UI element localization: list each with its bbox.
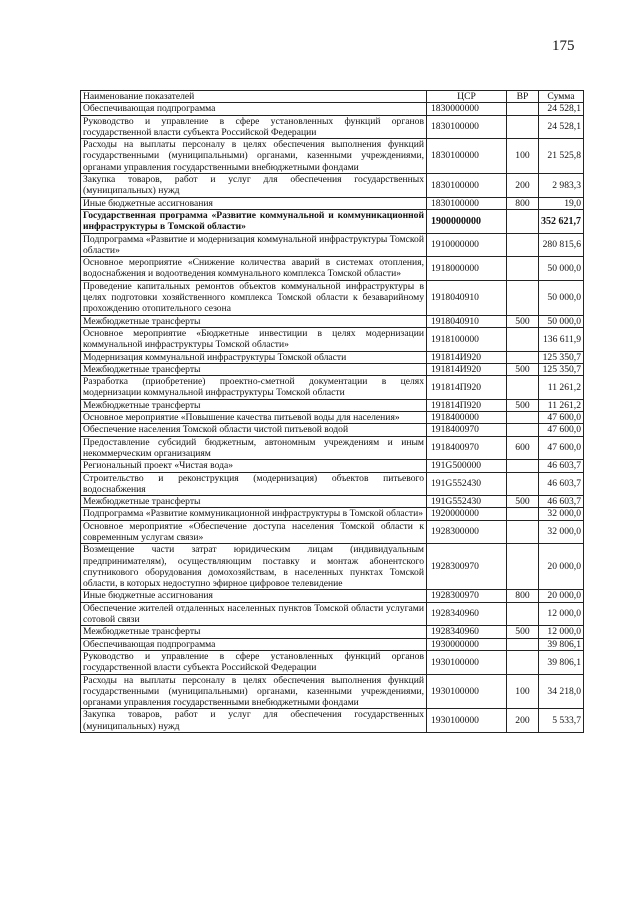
row-name-cell: Обеспечивающая подпрограмма [81, 103, 427, 115]
budget-table-body [81, 91, 584, 733]
table-row [81, 674, 584, 709]
row-vr-cell [507, 638, 539, 650]
row-name-cell: Руководство и управление в сфере установленных функций органов государственной власти субъекта Российской Федерации [81, 650, 427, 674]
header-code: ЦСР [427, 91, 507, 103]
row-name-cell: Строительство и реконструкция (модернизация) объектов питьевого водоснабжения [81, 472, 427, 496]
row-code-cell: 1918000000 [427, 257, 507, 281]
row-sum-cell: 12 000,0 [539, 602, 584, 626]
table-row [81, 544, 584, 590]
row-name-cell: Межбюджетные трансферты [81, 626, 427, 638]
row-vr-cell [507, 280, 539, 315]
row-vr-cell [507, 424, 539, 436]
row-code-cell: 1930100000 [427, 674, 507, 709]
row-name-cell: Иные бюджетные ассигнования [81, 197, 427, 209]
row-sum-cell: 280 815,6 [539, 233, 584, 257]
row-code-cell: 1928340960 [427, 626, 507, 638]
row-vr-cell [507, 233, 539, 257]
row-code-cell: 1928300000 [427, 520, 507, 544]
row-vr-cell [507, 327, 539, 351]
row-code-cell: 1830100000 [427, 197, 507, 209]
row-name-cell: Проведение капитальных ремонтов объектов коммунальной инфраструктуры в целях подготовки хозяйственного комплекса Томской области к безаварийному прохождению отопительного сезона [81, 280, 427, 315]
row-name-cell: Закупка товаров, работ и услуг для обеспечения государственных (муниципальных) нужд [81, 709, 427, 733]
table-row [81, 197, 584, 209]
row-code-cell: 1918400000 [427, 412, 507, 424]
row-vr-cell: 200 [507, 174, 539, 198]
row-sum-cell: 47 600,0 [539, 412, 584, 424]
row-code-cell: 1930100000 [427, 709, 507, 733]
table-row [81, 638, 584, 650]
row-sum-cell: 136 611,9 [539, 327, 584, 351]
row-name-cell: Региональный проект «Чистая вода» [81, 460, 427, 472]
row-sum-cell: 352 621,7 [539, 209, 584, 233]
row-name-cell: Обеспечение населения Томской области чистой питьевой водой [81, 424, 427, 436]
table-header-row [81, 91, 584, 103]
row-sum-cell: 20 000,0 [539, 590, 584, 602]
row-code-cell: 1928340960 [427, 602, 507, 626]
row-sum-cell: 39 806,1 [539, 638, 584, 650]
header-vr: ВР [507, 91, 539, 103]
table-row [81, 139, 584, 174]
row-name-cell: Обеспечение жителей отдаленных населенных пунктов Томской области услугами сотовой связи [81, 602, 427, 626]
table-row [81, 257, 584, 281]
row-name-cell: Подпрограмма «Развитие и модернизация коммунальной инфраструктуры Томской области» [81, 233, 427, 257]
row-vr-cell [507, 257, 539, 281]
row-sum-cell: 47 600,0 [539, 424, 584, 436]
row-name-cell: Закупка товаров, работ и услуг для обеспечения государственных (муниципальных) нужд [81, 174, 427, 198]
row-sum-cell: 11 261,2 [539, 399, 584, 411]
row-vr-cell: 500 [507, 399, 539, 411]
table-row [81, 472, 584, 496]
row-code-cell: 1918040910 [427, 315, 507, 327]
row-vr-cell [507, 412, 539, 424]
row-sum-cell: 47 600,0 [539, 436, 584, 460]
row-sum-cell: 34 218,0 [539, 674, 584, 709]
row-code-cell: 191G500000 [427, 460, 507, 472]
row-code-cell: 191814П920 [427, 376, 507, 400]
row-code-cell: 1920000000 [427, 508, 507, 520]
table-row [81, 508, 584, 520]
row-name-cell: Межбюджетные трансферты [81, 496, 427, 508]
row-name-cell: Межбюджетные трансферты [81, 315, 427, 327]
row-sum-cell: 21 525,8 [539, 139, 584, 174]
row-code-cell: 191814И920 [427, 363, 507, 375]
table-row [81, 412, 584, 424]
row-code-cell: 191814П920 [427, 399, 507, 411]
row-code-cell: 191G552430 [427, 496, 507, 508]
row-name-cell: Основное мероприятие «Снижение количества аварий в системах отопления, водоснабжения и водоотведения коммунального комплекса Томской области» [81, 257, 427, 281]
row-sum-cell: 50 000,0 [539, 315, 584, 327]
row-vr-cell [507, 650, 539, 674]
table-row [81, 280, 584, 315]
row-name-cell: Руководство и управление в сфере установленных функций органов государственной власти субъекта Российской Федерации [81, 115, 427, 139]
row-sum-cell: 46 603,7 [539, 472, 584, 496]
row-vr-cell [507, 103, 539, 115]
row-sum-cell: 125 350,7 [539, 351, 584, 363]
row-sum-cell: 46 603,7 [539, 460, 584, 472]
row-code-cell: 1930100000 [427, 650, 507, 674]
row-code-cell: 1928300970 [427, 544, 507, 590]
row-sum-cell: 32 000,0 [539, 520, 584, 544]
row-vr-cell [507, 351, 539, 363]
row-vr-cell: 200 [507, 709, 539, 733]
row-vr-cell [507, 544, 539, 590]
row-name-cell: Межбюджетные трансферты [81, 399, 427, 411]
table-row [81, 363, 584, 375]
row-name-cell: Основное мероприятие «Бюджетные инвестиции в целях модернизации коммунальной инфраструктуры Томской области» [81, 327, 427, 351]
row-name-cell: Иные бюджетные ассигнования [81, 590, 427, 602]
table-row [81, 351, 584, 363]
row-vr-cell [507, 508, 539, 520]
row-vr-cell: 800 [507, 197, 539, 209]
table-row [81, 315, 584, 327]
row-code-cell: 1830000000 [427, 103, 507, 115]
row-vr-cell [507, 376, 539, 400]
table-row [81, 436, 584, 460]
row-code-cell: 1928300970 [427, 590, 507, 602]
row-name-cell: Межбюджетные трансферты [81, 363, 427, 375]
row-name-cell: Возмещение части затрат юридическим лицам (индивидуальным предпринимателям), осуществляющим поставку и монтаж абонентского спутникового оборудования домохозяйствам, в населенных пунктах Томской области, в которых недоступно эфирное цифровое телевидение [81, 544, 427, 590]
table-row [81, 626, 584, 638]
row-code-cell: 191814И920 [427, 351, 507, 363]
table-row [81, 327, 584, 351]
row-name-cell: Основное мероприятие «Повышение качества питьевой воды для населения» [81, 412, 427, 424]
table-row [81, 424, 584, 436]
table-row [81, 233, 584, 257]
row-sum-cell: 20 000,0 [539, 544, 584, 590]
row-code-cell: 1918400970 [427, 436, 507, 460]
table-row [81, 520, 584, 544]
header-sum: Сумма [539, 91, 584, 103]
row-code-cell: 1918100000 [427, 327, 507, 351]
row-name-cell: Модернизация коммунальной инфраструктуры Томской области [81, 351, 427, 363]
row-name-cell: Расходы на выплаты персоналу в целях обеспечения выполнения функций государственными (муниципальными) органами, казенными учреждениями, органами управления государственными внебюджетными фондами [81, 139, 427, 174]
row-vr-cell [507, 520, 539, 544]
row-code-cell: 1910000000 [427, 233, 507, 257]
table-row [81, 496, 584, 508]
row-sum-cell: 12 000,0 [539, 626, 584, 638]
row-vr-cell [507, 460, 539, 472]
row-sum-cell: 125 350,7 [539, 363, 584, 375]
row-sum-cell: 46 603,7 [539, 496, 584, 508]
table-row [81, 376, 584, 400]
row-sum-cell: 50 000,0 [539, 280, 584, 315]
table-row [81, 460, 584, 472]
row-sum-cell: 24 528,1 [539, 103, 584, 115]
row-name-cell: Предоставление субсидий бюджетным, автономным учреждениям и иным некоммерческим организациям [81, 436, 427, 460]
row-code-cell: 1918400970 [427, 424, 507, 436]
row-name-cell: Разработка (приобретение) проектно-сметной документации в целях модернизации коммунальной инфраструктуры Томской области [81, 376, 427, 400]
row-code-cell: 191G552430 [427, 472, 507, 496]
row-vr-cell [507, 602, 539, 626]
row-vr-cell: 500 [507, 315, 539, 327]
row-code-cell: 1830100000 [427, 174, 507, 198]
row-code-cell: 1930000000 [427, 638, 507, 650]
row-vr-cell [507, 472, 539, 496]
table-row [81, 650, 584, 674]
table-row [81, 590, 584, 602]
budget-table [80, 90, 584, 733]
row-code-cell: 1900000000 [427, 209, 507, 233]
row-code-cell: 1918040910 [427, 280, 507, 315]
row-name-cell: Подпрограмма «Развитие коммуникационной инфраструктуры в Томской области» [81, 508, 427, 520]
row-vr-cell: 100 [507, 674, 539, 709]
row-sum-cell: 19,0 [539, 197, 584, 209]
row-sum-cell: 5 533,7 [539, 709, 584, 733]
row-sum-cell: 32 000,0 [539, 508, 584, 520]
row-code-cell: 1830100000 [427, 139, 507, 174]
row-vr-cell: 600 [507, 436, 539, 460]
row-sum-cell: 2 983,3 [539, 174, 584, 198]
row-vr-cell: 800 [507, 590, 539, 602]
row-vr-cell: 100 [507, 139, 539, 174]
row-code-cell: 1830100000 [427, 115, 507, 139]
row-name-cell: Обеспечивающая подпрограмма [81, 638, 427, 650]
row-sum-cell: 50 000,0 [539, 257, 584, 281]
table-row [81, 174, 584, 198]
row-sum-cell: 11 261,2 [539, 376, 584, 400]
table-row [81, 115, 584, 139]
row-vr-cell: 500 [507, 363, 539, 375]
table-row [81, 209, 584, 233]
table-row [81, 709, 584, 733]
row-sum-cell: 24 528,1 [539, 115, 584, 139]
row-vr-cell [507, 209, 539, 233]
header-name: Наименование показателей [81, 91, 427, 103]
table-row [81, 602, 584, 626]
row-name-cell: Расходы на выплаты персоналу в целях обеспечения выполнения функций государственными (муниципальными) органами, казенными учреждениями, органами управления государственными внебюджетными фондами [81, 674, 427, 709]
row-vr-cell [507, 115, 539, 139]
table-row [81, 103, 584, 115]
row-vr-cell: 500 [507, 496, 539, 508]
row-name-cell: Основное мероприятие «Обеспечение доступа населения Томской области к современным услугам связи» [81, 520, 427, 544]
table-row [81, 399, 584, 411]
row-vr-cell: 500 [507, 626, 539, 638]
row-name-cell: Государственная программа «Развитие коммунальной и коммуникационной инфраструктуры в Томской области» [81, 209, 427, 233]
row-sum-cell: 39 806,1 [539, 650, 584, 674]
page-number: 175 [552, 38, 575, 54]
